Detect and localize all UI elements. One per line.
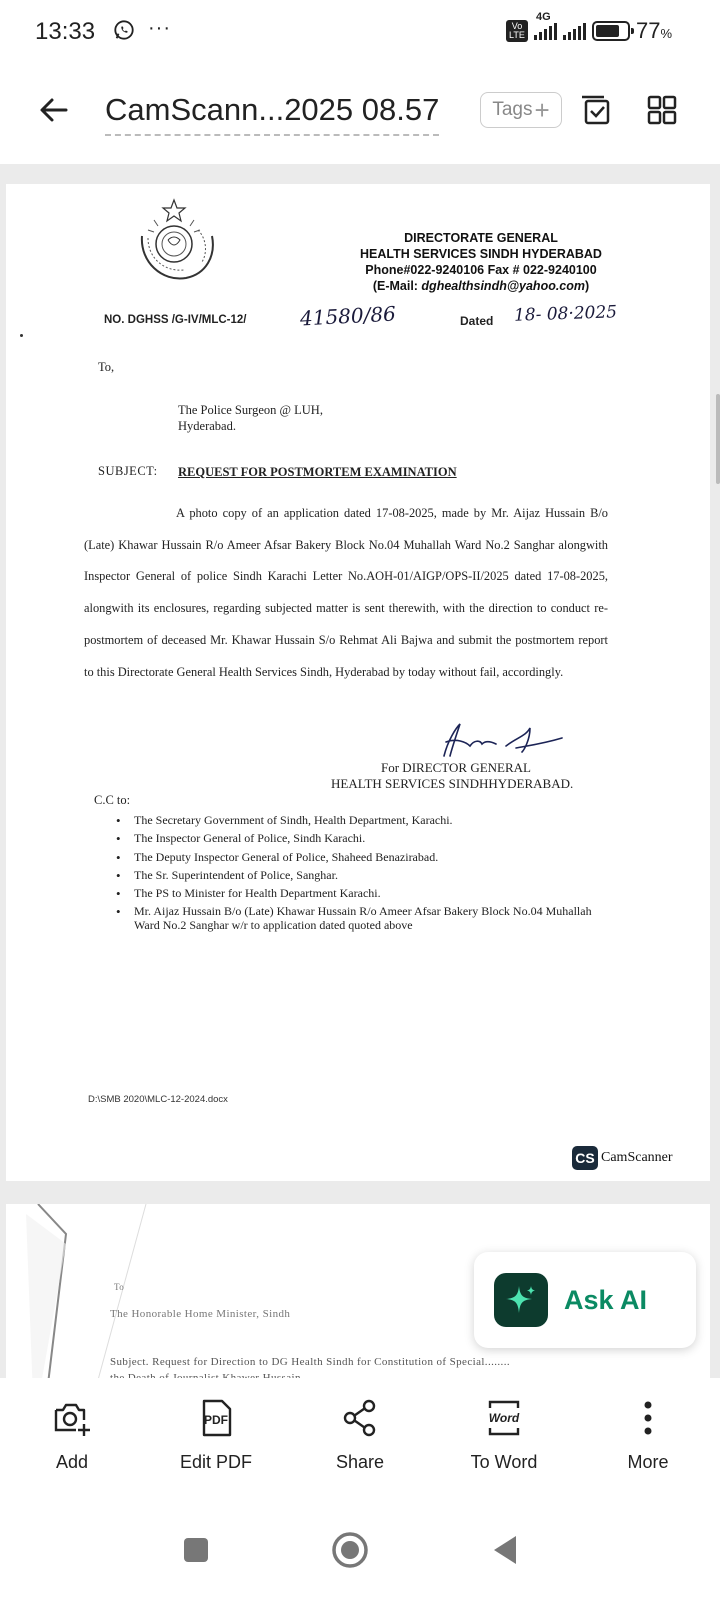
scan-speck bbox=[20, 334, 23, 337]
page2-to: To bbox=[114, 1282, 125, 1292]
status-bar bbox=[0, 0, 720, 62]
camscanner-logo-icon: CS bbox=[572, 1146, 598, 1170]
more-vertical-icon bbox=[628, 1398, 668, 1438]
cc-item: • The Sr. Superintendent of Police, Sanghar. bbox=[116, 869, 616, 882]
system-nav-bar bbox=[0, 1500, 720, 1600]
word-icon bbox=[484, 1398, 524, 1438]
handwritten-date: 18- 08·2025 bbox=[513, 302, 618, 326]
back-arrow-icon[interactable] bbox=[36, 92, 72, 128]
camscanner-watermark-text: CamScanner bbox=[601, 1150, 673, 1165]
letter-body bbox=[84, 498, 608, 688]
add-button[interactable] bbox=[0, 1378, 144, 1500]
page2-line1: The Honorable Home Minister, Sindh bbox=[110, 1308, 291, 1320]
more-button[interactable] bbox=[576, 1378, 720, 1500]
whatsapp-icon bbox=[113, 19, 135, 41]
more-notifications-icon: ··· bbox=[148, 17, 171, 39]
sindh-government-logo bbox=[128, 196, 220, 288]
cc-item: • The PS to Minister for Health Department Karachi. bbox=[116, 887, 616, 900]
dated-label: Dated bbox=[460, 314, 494, 328]
letterhead-email: (E-Mail: dghealthsindh@yahoo.com) bbox=[372, 279, 590, 293]
signatory-line1: For DIRECTOR GENERAL bbox=[381, 760, 531, 775]
cc-item: • The Inspector General of Police, Sindh Karachi. bbox=[116, 832, 616, 845]
signal-4g-icon bbox=[534, 11, 557, 40]
letterhead-phone: Phone#022-9240106 Fax # 022-9240100 bbox=[365, 263, 597, 277]
edit-pdf-button[interactable] bbox=[144, 1378, 288, 1500]
ask-ai-label: Ask AI bbox=[564, 1284, 648, 1315]
recent-apps-icon[interactable] bbox=[182, 1536, 210, 1564]
cc-list bbox=[116, 814, 616, 937]
pdf-icon bbox=[196, 1398, 236, 1438]
more-label: More bbox=[627, 1452, 669, 1472]
handwritten-reference: 41580/86 bbox=[299, 301, 397, 331]
plus-icon: + bbox=[534, 95, 550, 125]
home-icon[interactable] bbox=[330, 1530, 370, 1570]
top-toolbar bbox=[0, 62, 720, 164]
document-viewer[interactable] bbox=[0, 164, 720, 1400]
network-type: 4G bbox=[535, 11, 551, 23]
ask-ai-button[interactable] bbox=[474, 1252, 696, 1348]
volte-icon: Vo LTE bbox=[506, 20, 528, 42]
letterhead-line2: HEALTH SERVICES SINDH HYDERABAD bbox=[360, 247, 602, 261]
to-word-label: To Word bbox=[470, 1452, 538, 1472]
camscanner-watermark bbox=[572, 1146, 673, 1170]
file-path: D:\SMB 2020\MLC-12-2024.docx bbox=[88, 1094, 228, 1105]
to-label: To, bbox=[98, 360, 115, 374]
share-icon bbox=[340, 1398, 380, 1438]
select-check-icon[interactable] bbox=[580, 94, 612, 126]
letter-body-text: A photo copy of an application dated 17-08-2025, made by Mr. Aijaz Hussain B/o (Late) Khawar Hussain R/o Ameer Afsar Bakery Block No.04 Muhallah Ward No.2 Sanghar alongwith Inspector General of police Sindh Karachi Letter No.AOH-01/AIGP/OPS-II/2025 dated 17-08-2025, alongwith its enclosures, regarding subjected matter is sent therewith, with the direction to conduct re-postmortem of deceased Mr. Khawar Hussain S/o Rehmat Ali Bajwa and submit the postmortem report to this Directorate General Health Services Sindh, Hyderabad by today without fail, accordingly. bbox=[84, 506, 608, 679]
tags-button[interactable] bbox=[480, 92, 562, 128]
signatory-line2: HEALTH SERVICES SINDHHYDERABAD. bbox=[331, 776, 574, 791]
bottom-action-bar bbox=[0, 1378, 720, 1500]
subject-text: REQUEST FOR POSTMORTEM EXAMINATION bbox=[178, 465, 457, 479]
pdf-icon-text: PDF bbox=[204, 1413, 228, 1427]
share-label: Share bbox=[335, 1452, 385, 1472]
battery-icon bbox=[592, 21, 630, 41]
share-button[interactable] bbox=[288, 1378, 432, 1500]
photo-edge bbox=[26, 1204, 166, 1400]
add-camera-icon bbox=[52, 1398, 92, 1438]
subject-label: SUBJECT: bbox=[98, 464, 158, 478]
sparkle-icon bbox=[494, 1273, 548, 1327]
addressee-line2: Hyderabad. bbox=[178, 419, 236, 433]
signal-icon bbox=[563, 22, 586, 40]
letterhead-line1: DIRECTORATE GENERAL bbox=[404, 231, 558, 245]
signature bbox=[426, 720, 566, 760]
letterhead bbox=[306, 230, 656, 294]
cc-label: C.C to: bbox=[94, 793, 131, 807]
scrollbar[interactable] bbox=[716, 394, 720, 484]
document-page-1[interactable] bbox=[6, 184, 710, 1181]
back-nav-icon[interactable] bbox=[490, 1534, 520, 1566]
battery-percent: 77% bbox=[635, 18, 672, 43]
edit-pdf-label: Edit PDF bbox=[179, 1452, 253, 1472]
page2-line2: Subject. Request for Direction to DG Health Sindh for Constitution of Special........ bbox=[110, 1356, 511, 1368]
cc-item: • The Deputy Inspector General of Police, Shaheed Benazirabad. bbox=[116, 851, 616, 864]
to-word-button[interactable] bbox=[432, 1378, 576, 1500]
cc-item: • Mr. Aijaz Hussain B/o (Late) Khawar Hussain R/o Ameer Afsar Bakery Block No.04 Muhallah Ward No.2 Sanghar w/r to application dated quoted above bbox=[116, 905, 616, 932]
add-label: Add bbox=[55, 1452, 89, 1472]
tags-label: Tags bbox=[492, 99, 533, 120]
status-time: 13:33 bbox=[35, 18, 96, 45]
word-icon-text: Word bbox=[488, 1411, 520, 1425]
addressee-line1: The Police Surgeon @ LUH, bbox=[178, 403, 323, 417]
addressee bbox=[178, 402, 323, 434]
grid-view-icon[interactable] bbox=[646, 94, 678, 126]
reference-number: NO. DGHSS /G-IV/MLC-12/ bbox=[104, 314, 247, 326]
cc-item: • The Secretary Government of Sindh, Health Department, Karachi. bbox=[116, 814, 616, 827]
document-title[interactable]: CamScann...2025 08.57 bbox=[105, 92, 439, 136]
